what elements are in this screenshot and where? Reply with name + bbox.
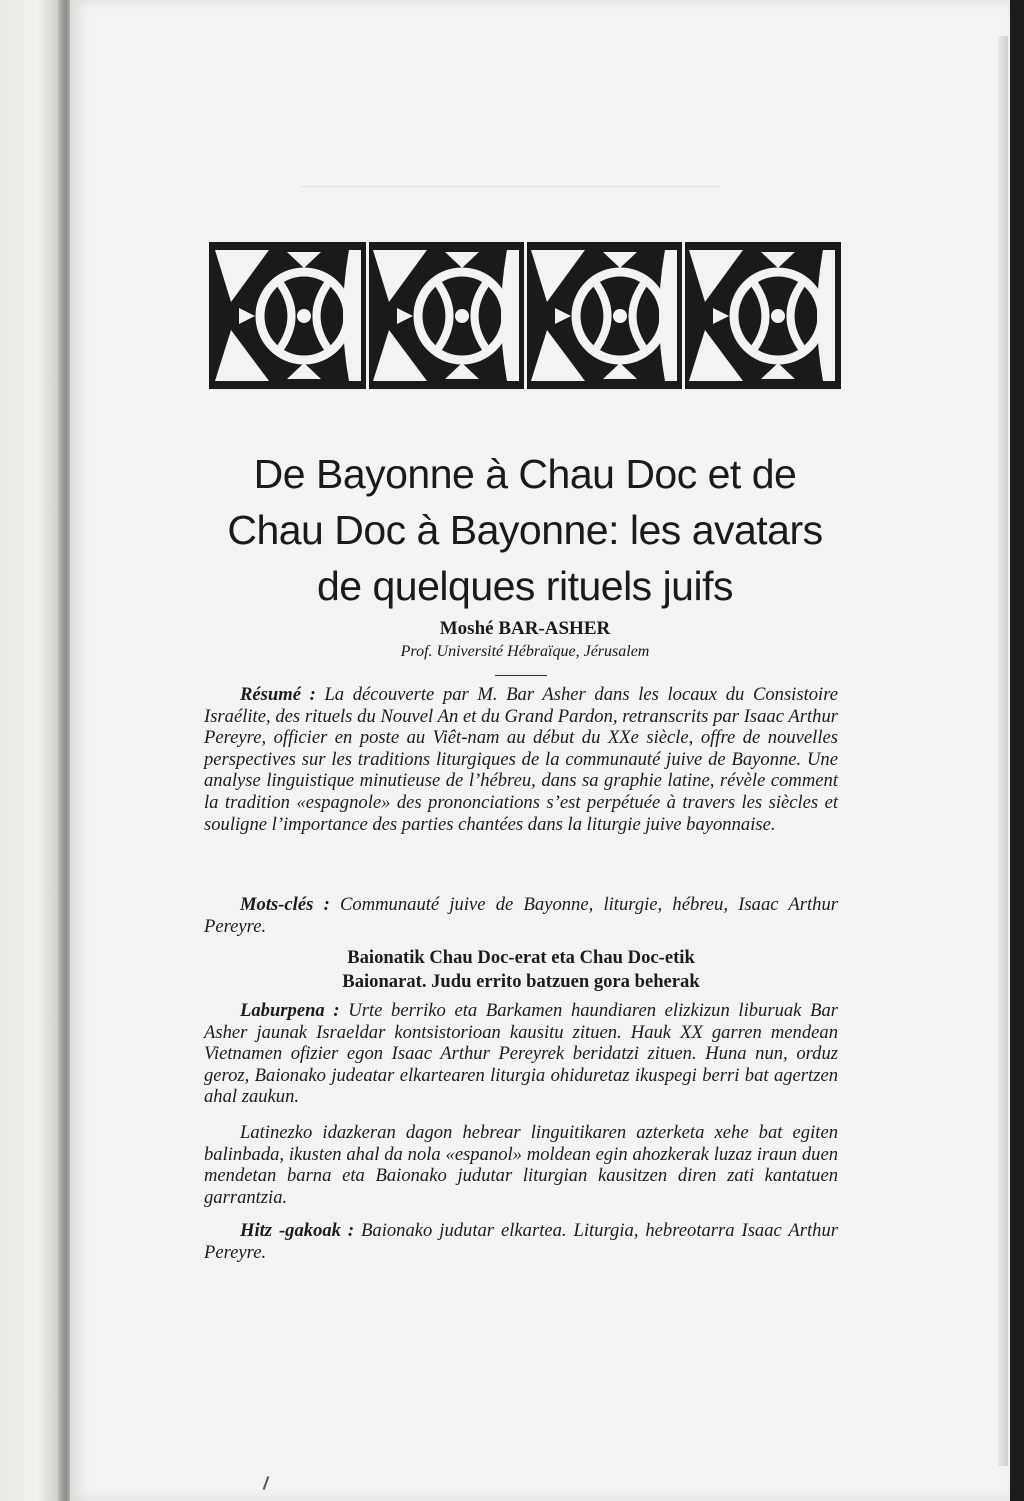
author-name: Moshé BAR-ASHER [439,618,611,639]
resume-paragraph [204,684,838,835]
laburpena-label: Laburpena : [240,1000,340,1021]
title-line: de quelques rituels juifs [317,563,733,609]
author-affiliation: Prof. Université Hébraïque, Jérusalem [400,643,650,660]
keywords-paragraph [204,894,838,937]
left-page-edge [0,0,62,1501]
keywords-text: Communauté juive de Bayonne, liturgie, hébreu, Isaac Arthur Pereyre. [204,894,839,937]
basque-title-line: Baionatik Chau Doc-erat eta Chau Doc-etik [347,947,695,968]
ornamental-banner [209,242,841,389]
laburpena-text: Urte berriko eta Barkamen haundiaren elizkizun liburuak Bar Asher jaunak Israeldar kontsistorioan kausitu zituen. Hauk XX garren mendean Vietnamen ofizier egon Isaac Arthur Pereyrek beridatzi zituen. Huna nun, orduz geroz, Baionako judeatar elkartearen liturgia ohiduretaz ikuspegi berri bat agertzen ahal zaukun. [204,1000,838,1108]
article-title [200,446,850,614]
hitz-gakoak-paragraph [204,1220,838,1263]
laburpena-second-paragraph: Latinezko idazkeran dagon hebrear linguitikaren azterketa xehe bat egiten balinbada, ikusten ahal da nola «espanol» moldean egin ahozkerak luzaz iraun duen mendetan barna eta Baionako judutar liturgian kausitzen diren zati kantatuen garrantzia. [204,1122,838,1208]
basque-title-line: Baionarat. Judu errito batzuen gora beherak [342,971,700,992]
keywords-label: Mots-clés : [240,894,330,915]
title-line: Chau Doc à Bayonne: les avatars [227,507,823,553]
page-stack-edge [998,36,1008,1466]
show-through-running-head: —————————————————————————————— [300,178,720,193]
basque-title [204,946,838,994]
hitz-gakoak-label: Hitz -gakoak : [240,1220,355,1241]
separator-rule [495,675,547,676]
title-line: De Bayonne à Chau Doc et de [253,451,797,497]
resume-label: Résumé : [240,684,316,705]
hitz-gakoak-text: Baionako judutar elkartea. Liturgia, hebreotarra Isaac Arthur Pereyre. [204,1220,838,1263]
resume-text: La découverte par M. Bar Asher dans les locaux du Consistoire Israélite, des rituels du Nouvel An et du Grand Pardon, retranscrits par Isaac Arthur Pereyre, officier en poste au Viêt-nam au début du XXe siècle, offre de nouvelles perspectives sur les traditions liturgiques de la communauté juive de Bayonne. Une analyse linguistique minutieuse de l’hébreu, dans sa graphie latine, révèle comment la tradition «espagnole» des prononciations s’est perpétuée à travers les siècles et souligne l’importance des parties chantées dans la liturgie juive bayonnaise. [204,684,839,835]
laburpena-paragraph [204,1000,838,1108]
